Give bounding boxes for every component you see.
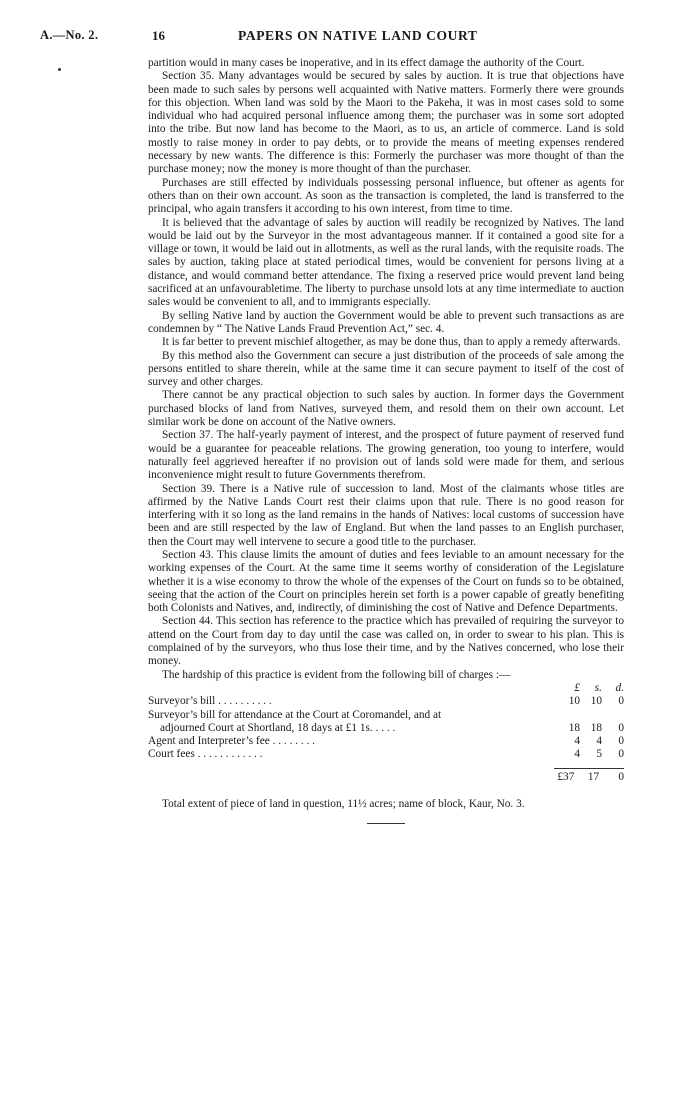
paragraph: It is far better to prevent mischief altogether, as may be done thus, than to apply a remedy afterwards. — [162, 336, 621, 349]
bill-row-pence: 0 — [618, 721, 624, 734]
paragraph-section-37: Section 37. The half-yearly payment of interest, and the prospect of future payment of reserved fund would be a guarantee for peaceable relations. The growing generation, too young to interfere, would naturally feel aggrieved hereafter if no provision out of lands sold were made for them, and serious inconvenience might result to future Governments therefrom. — [148, 429, 624, 482]
paragraph-section-35: Section 35. Many advantages would be secured by sales by auction. It is true that objections have been made to such sales by persons well acquainted with Native matters. Formerly there were grounds for this objection. When land was sold by the Maori to the Pakeha, it was in most cases sold to some individual who had acquired personal influence among them; the purchaser was in some sort adopted into the tribe. But now land has become to the Maori, as to us, an article of commerce. Land is sold mostly to raise money in order to pay debts, or to provide the means of meeting expenses rendered necessary by new wants. The difference is this: Formerly the purchaser was more thought of than the purchase money; now the money is more thought of than the purchaser. — [148, 70, 624, 176]
paragraph: Purchases are still effected by individuals possessing personal influence, but oftener as agents for others than on their own account. As soon as the transaction is completed, the land is transferred to the principal, who again transfers it according to his own interest, from time to time. — [148, 176, 624, 216]
bill-row — [148, 695, 624, 708]
bill-row-pence: 0 — [618, 735, 624, 748]
page-header — [0, 28, 700, 48]
bill-row — [148, 709, 624, 722]
final-paragraph: Total extent of piece of land in question, 11½ acres; name of block, Kaur, No. 3. — [162, 798, 525, 811]
bill-row-label: Surveyor’s bill for attendance at the Court at Coromandel, and at — [148, 708, 442, 721]
bill-row-pence: 0 — [618, 748, 624, 761]
paragraph-section-44: Section 44. This section has reference to the practice which has prevailed of requiring the surveyor to attend on the Court from day to day until the case was called on, in order to swear to his plan. This is complained of by the surveyors, who thus lose their time, and by the Natives concerned, who lose their money. — [148, 615, 624, 668]
paragraph: By selling Native land by auction the Government would be able to prevent such transactions as are condemnen by “ The Native Lands Fraud Prevention Act,” sec. 4. — [148, 309, 624, 335]
paragraph: partition would in many cases be inoperative, and in its effect damage the authority of the Court. — [148, 57, 585, 69]
paragraph: It is believed that the advantage of sales by auction will readily be recognized by Natives. The land would be laid out by the Surveyor in the most advantageous manner. If it contained a good site for a village or town, it would be laid out in allotments, as well as the rural lands, with the requisite roads. The sales by auction, taking place at stated periodical times, would be convenient for persons living at a distance, and would command better attendance. The fixing a reserved price would prevent land being sacrificed at an unfavourabletime. The liberty to purchase unsold lots at any time intermediate to auction sales would be convenient to all, and to immigrants especially. — [148, 216, 624, 309]
bill-row-pounds: 4 — [574, 735, 580, 748]
bill-row-pence: 0 — [618, 695, 624, 708]
paragraph-section-43: Section 43. This clause limits the amount of duties and fees leviable to an amount necessary for the working expenses of the Court. At the same time it seems worthy of consideration of the Legislature whether it is a wise economy to throw the whole of the expenses of the Court on funds so to be obtained, seeing that the action of the Court on principles herein set forth is a power capable of greatly benefiting both Colonists and Natives, and, indirectly, of diminishing the cost of Native and Defence Departments. — [148, 548, 624, 615]
document-body — [148, 57, 624, 824]
bill-row-shillings: 10 — [590, 695, 602, 708]
pence-heading: d. — [615, 681, 624, 694]
bill-row — [148, 735, 624, 748]
bill-row-shillings: 4 — [596, 735, 602, 748]
closing-rule — [367, 823, 405, 824]
margin-mark — [58, 68, 61, 71]
total-shillings: 17 — [587, 770, 600, 783]
bill-row-pounds: 10 — [568, 695, 580, 708]
bill-row-pounds: 4 — [574, 748, 580, 761]
bill-row-label: Court fees . . . . . . . . . . . . — [148, 748, 263, 761]
bill-of-charges — [148, 682, 624, 784]
paragraph-section-39: Section 39. There is a Native rule of succession to land. Most of the claimants whose titles are affirmed by the Native Lands Court rest their claims upon that rule. There is no good reason for interfering with it so long as the land remains in the hands of Natives: local customs of succession have been and are still respected by the law of England. But when the land passes to an English purchaser, then the Court may well intervene to secure a good title to the purchaser. — [148, 482, 624, 548]
bill-heading-row — [148, 682, 624, 695]
paragraph-bill-intro: The hardship of this practice is evident from the following bill of charges :— — [162, 668, 511, 681]
paragraph: By this method also the Government can secure a just distribution of the proceeds of sale among the persons entitled to share therein, while at the same time it can secure payment to itself of the cost of survey and other charges. — [148, 349, 624, 389]
bill-row-shillings: 18 — [590, 721, 602, 734]
total-pence: 0 — [618, 770, 624, 783]
bill-total — [546, 771, 624, 784]
bill-row — [148, 722, 624, 735]
bill-row-label: Agent and Interpreter’s fee . . . . . . . . — [148, 735, 315, 748]
paragraph: There cannot be any practical objection to such sales by auction. In former days the Government purchased blocks of land from Natives, surveyed them, and resold them on their own account. Let similar work be done on account of the Native owners. — [148, 389, 624, 429]
bill-row-shillings: 5 — [596, 748, 602, 761]
bill-row-pounds: 18 — [568, 721, 580, 734]
bill-row — [148, 748, 624, 761]
running-title: PAPERS ON NATIVE LAND COURT — [238, 28, 478, 43]
bill-row-label: adjourned Court at Shortland, 18 days at £1 1s. . . . . — [160, 721, 396, 734]
total-pounds: £37 — [557, 770, 575, 783]
page-number: 16 — [152, 28, 165, 43]
pounds-heading: £ — [574, 681, 580, 694]
shillings-heading: s. — [594, 681, 602, 694]
document-reference: A.—No. 2. — [40, 28, 99, 42]
bill-row-label: Surveyor’s bill . . . . . . . . . . — [148, 695, 272, 708]
